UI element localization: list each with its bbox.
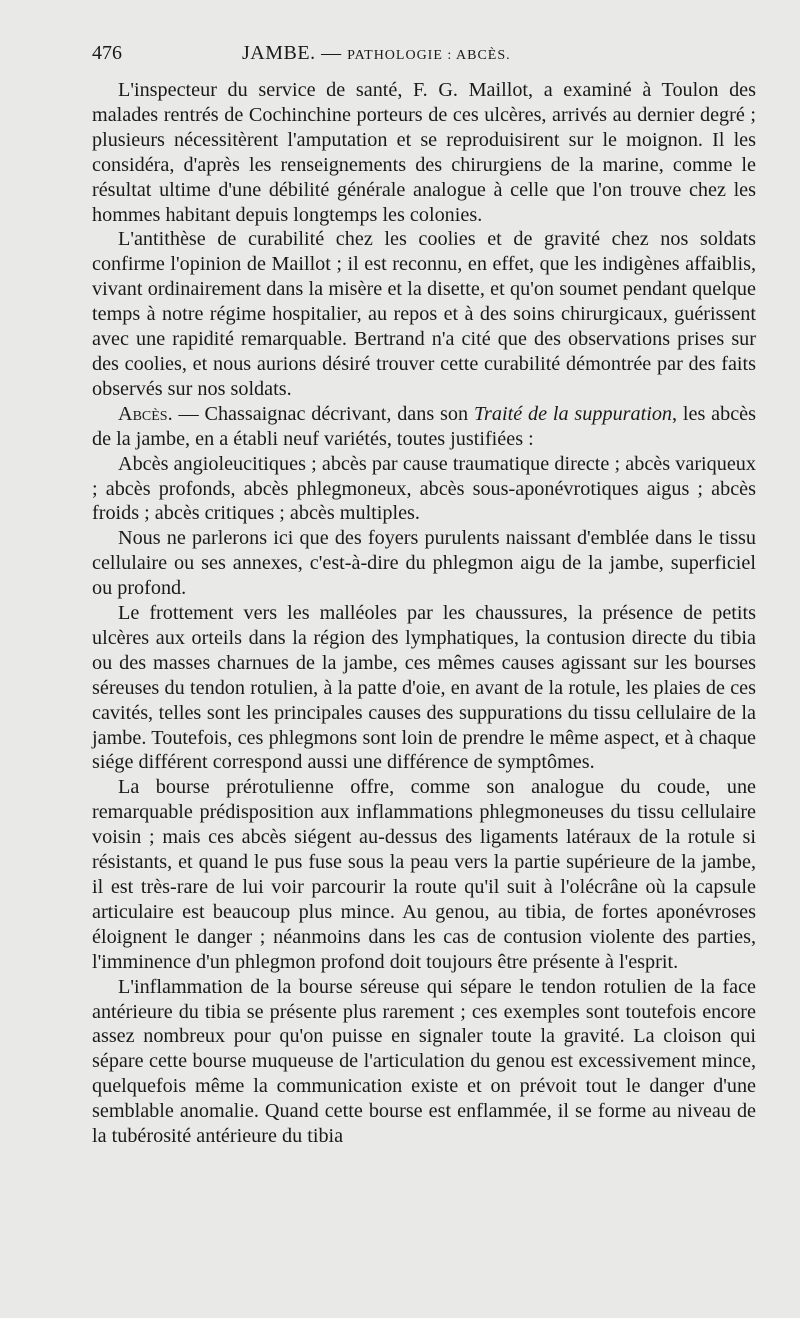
- paragraph-antithese: L'antithèse de curabilité chez les coolies et de gravité chez nos soldats confirme l'opinion de Maillot ; il est reconnu, en effet, que les indigènes affaiblis, vivant ordinairement dans la misère et la disette, et qu'on soumet pendant quelque temps à notre régime hospitalier, au repos et à des soins chirurgicaux, guérissent avec une rapidité remarquable. Bertrand n'a cité que des observations prises sur des coolies, et nous aurions désiré trouver cette curabilité démontrée par des faits observés sur nos soldats.: [92, 228, 756, 400]
- paragraph-abces-list: Abcès angioleucitiques ; abcès par cause traumatique directe ; abcès variqueux ; abcès profonds, abcès phlegmoneux, abcès sous-aponévrotiques aigus ; abcès froids ; abcès critiques ; abcès multiples.: [92, 452, 756, 525]
- page-number: 476: [92, 42, 122, 64]
- paragraph-foyers: Nous ne parlerons ici que des foyers purulents naissant d'emblée dans le tissu cellulaire ou ses annexes, c'est-à-dire du phlegmon aigu de la jambe, superficiel ou profond.: [92, 527, 756, 600]
- paragraph-abces-heading: [92, 402, 756, 452]
- running-title: [242, 42, 511, 65]
- header-dash: —: [315, 42, 348, 64]
- paragraph-bourse-prerotulienne: La bourse prérotulienne offre, comme son analogue du coude, une remarquable prédisposition aux inflammations phlegmoneuses du tissu cellulaire voisin ; mais ces abcès siégent au-dessus des ligaments latéraux de la rotule si résistants, et quand le pus fuse sous la peau vers la partie supérieure de la jambe, il est très-rare de lui voir parcourir la route qu'il suit à l'olécrâne où la capsule articulaire est beaucoup plus mince. Au genou, au tibia, de fortes aponévroses éloignent le danger ; néanmoins dans les cas de contusion violente des parties, l'imminence d'un phlegmon profond doit toujours être présente à l'esprit.: [92, 776, 756, 973]
- paragraph-abces-text-1: — Chassaignac décrivant, dans son: [172, 402, 474, 425]
- running-header: [92, 42, 756, 72]
- header-title: JAMBE.: [242, 42, 316, 64]
- book-title-italic: Traité de la suppuration: [473, 402, 673, 425]
- body-text: [92, 78, 756, 1149]
- paragraph-inflammation: L'inflammation de la bourse séreuse qui sépare le tendon rotulien de la face antérieure du tibia se présente plus rarement ; ces exemples sont toutefois encore assez nombreux pour qu'on puisse en signaler toute la gravité. La cloison qui sépare cette bourse muqueuse de l'articulation du genou est excessivement mince, quelquefois même la communication existe et on prévoit tout le danger d'une semblable anomalie. Quand cette bourse est enflammée, il se forme au niveau de la tubérosité antérieure du tibia: [92, 975, 756, 1148]
- header-section: PATHOLOGIE : ABCÈS.: [347, 48, 511, 63]
- paragraph-abces-text-2: , les abcès de la jambe, en a établi neuf variétés, toutes justifiées :: [92, 402, 756, 450]
- paragraph-frottement: Le frottement vers les malléoles par les chaussures, la présence de petits ulcères aux orteils dans la région des lymphatiques, la contusion directe du tibia ou des masses charnues de la jambe, ces mêmes causes agissant sur les bourses séreuses du tendon rotulien, à la patte d'oie, en avant de la rotule, les plaies de ces cavités, telles sont les principales causes des suppurations du tissu cellulaire de la jambe. Toutefois, ces phlegmons sont loin de prendre le même aspect, et à chaque siége différent correspond aussi une différence de symptômes.: [92, 602, 756, 774]
- paragraph-maillot: L'inspecteur du service de santé, F. G. Maillot, a examiné à Toulon des malades rentrés de Cochinchine porteurs de ces ulcères, arrivés au dernier degré ; plusieurs nécessitèrent l'amputation et se reproduisirent sur le moignon. Il les considéra, d'après les renseignements des chirurgiens de la marine, comme le résultat ultime d'une débilité générale analogue à celle que l'on trouve chez les hommes habitant depuis longtemps les colonies.: [92, 79, 756, 226]
- section-lead-abces: Abcès.: [118, 402, 173, 425]
